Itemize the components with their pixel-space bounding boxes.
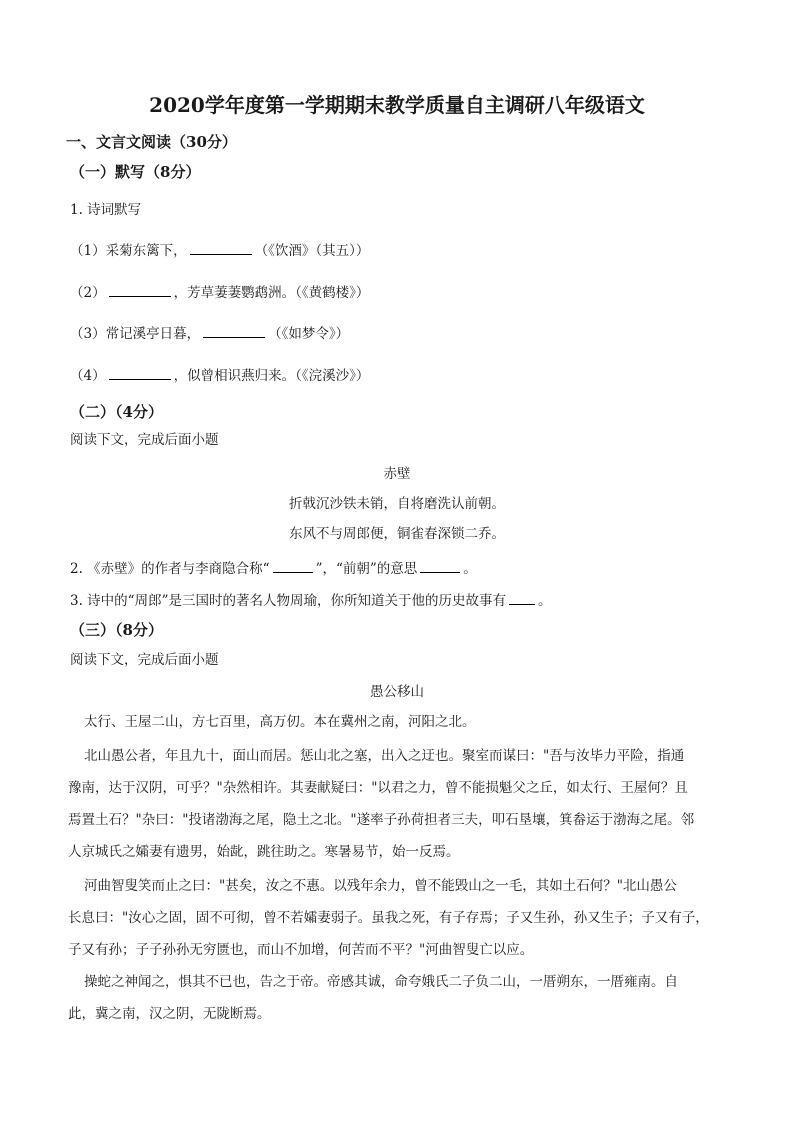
- part-heading-dictation: （一）默写（8分）: [70, 163, 201, 181]
- line-text-after: （《饮酒》（其五））: [254, 243, 370, 259]
- line-number: （2）: [70, 285, 106, 301]
- answer-blank[interactable]: [420, 558, 460, 573]
- section-heading-classical-chinese: 一、文言文阅读（30分）: [66, 133, 237, 151]
- poem-title: 赤壁: [383, 466, 411, 482]
- line-number: （4）: [70, 368, 106, 384]
- reading-instruction: 阅读下文，完成后面小题: [70, 432, 219, 448]
- question-text: ”，“前朝”的意思: [315, 561, 418, 577]
- passage-line: 子又有孙；子子孙孙无穷匮也，而山不加增，何苦而不平？"河曲智叟亡以应。: [68, 942, 534, 958]
- answer-blank[interactable]: [203, 323, 265, 338]
- part-heading-yugong: （三）（8分）: [70, 621, 163, 639]
- question-3: [70, 590, 551, 611]
- line-number: （1）: [70, 243, 106, 259]
- question-text: 。: [463, 561, 477, 577]
- passage-line: 操蛇之神闻之，惧其不已也，告之于帝。帝感其诚，命夸娥氏二子负二山，一厝朔东，一厝雍南。自: [84, 974, 678, 990]
- question-2: [70, 558, 477, 579]
- answer-blank[interactable]: [109, 282, 171, 297]
- passage-line: 长息曰："汝心之固，固不可彻，曾不若孀妻弱子。虽我之死，有子存焉；子又生孙，孙又生子；子又有子，: [68, 910, 709, 926]
- dictation-line-1: [70, 240, 369, 261]
- poem-line-1: 折戟沉沙铁未销，自将磨洗认前朝。: [289, 496, 505, 512]
- line-text-before: 常记溪亭日暮，: [105, 326, 201, 342]
- passage-line: 此，冀之南，汉之阴，无陇断焉。: [68, 1006, 271, 1022]
- line-text-after: ，似曾相识燕归来。（《浣溪沙》）: [173, 368, 370, 384]
- dictation-line-3: [70, 323, 349, 344]
- question-text: 3. 诗中的“周郎”是三国时的著名人物周瑜，你所知道关于他的历史故事有: [70, 593, 506, 609]
- part-heading-chibi: （二）（4分）: [70, 403, 163, 421]
- answer-blank[interactable]: [109, 365, 171, 380]
- reading-instruction: 阅读下文，完成后面小题: [70, 652, 219, 668]
- passage-line: 北山愚公者，年且九十，面山而居。惩山北之塞，出入之迂也。聚室而谋曰："吾与汝毕力平险，指通: [84, 748, 685, 764]
- question-text: 2. 《赤壁》的作者与李商隐合称“: [70, 561, 270, 577]
- question-1-label: 1. 诗词默写: [70, 202, 142, 218]
- line-text-after: （《如梦令》）: [268, 326, 350, 342]
- line-text-after: ，芳草萋萋鹦鹉洲。（《黄鹤楼》）: [173, 285, 370, 301]
- dictation-line-4: [70, 365, 369, 386]
- passage-line: 人京城氏之孀妻有遗男，始龀，跳往助之。寒暑易节，始一反焉。: [68, 844, 460, 860]
- passage-line: 河曲智叟笑而止之曰："甚矣，汝之不惠。以残年余力，曾不能毁山之一毛，其如土石何？"北山愚公: [84, 878, 677, 894]
- line-text-before: 采菊东篱下，: [105, 243, 187, 259]
- answer-blank[interactable]: [273, 558, 313, 573]
- line-number: （3）: [70, 326, 106, 342]
- dictation-line-2: [70, 282, 369, 303]
- passage-line: 太行、王屋二山，方七百里，高万仞。本在冀州之南，河阳之北。: [84, 714, 476, 730]
- passage-line: 豫南，达于汉阴，可乎？"杂然相许。其妻献疑曰："以君之力，曾不能损魁父之丘，如太行、王屋何？且: [68, 780, 688, 796]
- passage-line: 焉置土石？"杂曰："投诸渤海之尾，隐土之北。"遂率子孙荷担者三夫，叩石垦壤，箕畚运于渤海之尾。邻: [68, 812, 695, 828]
- answer-blank[interactable]: [190, 240, 252, 255]
- text-title: 愚公移山: [370, 684, 424, 700]
- question-text: 。: [537, 593, 552, 609]
- poem-line-2: 东风不与周郎便，铜雀春深锁二乔。: [289, 526, 505, 542]
- answer-blank[interactable]: [509, 590, 535, 605]
- page-title: 2020学年度第一学期期末教学质量自主调研八年级语文: [149, 93, 645, 117]
